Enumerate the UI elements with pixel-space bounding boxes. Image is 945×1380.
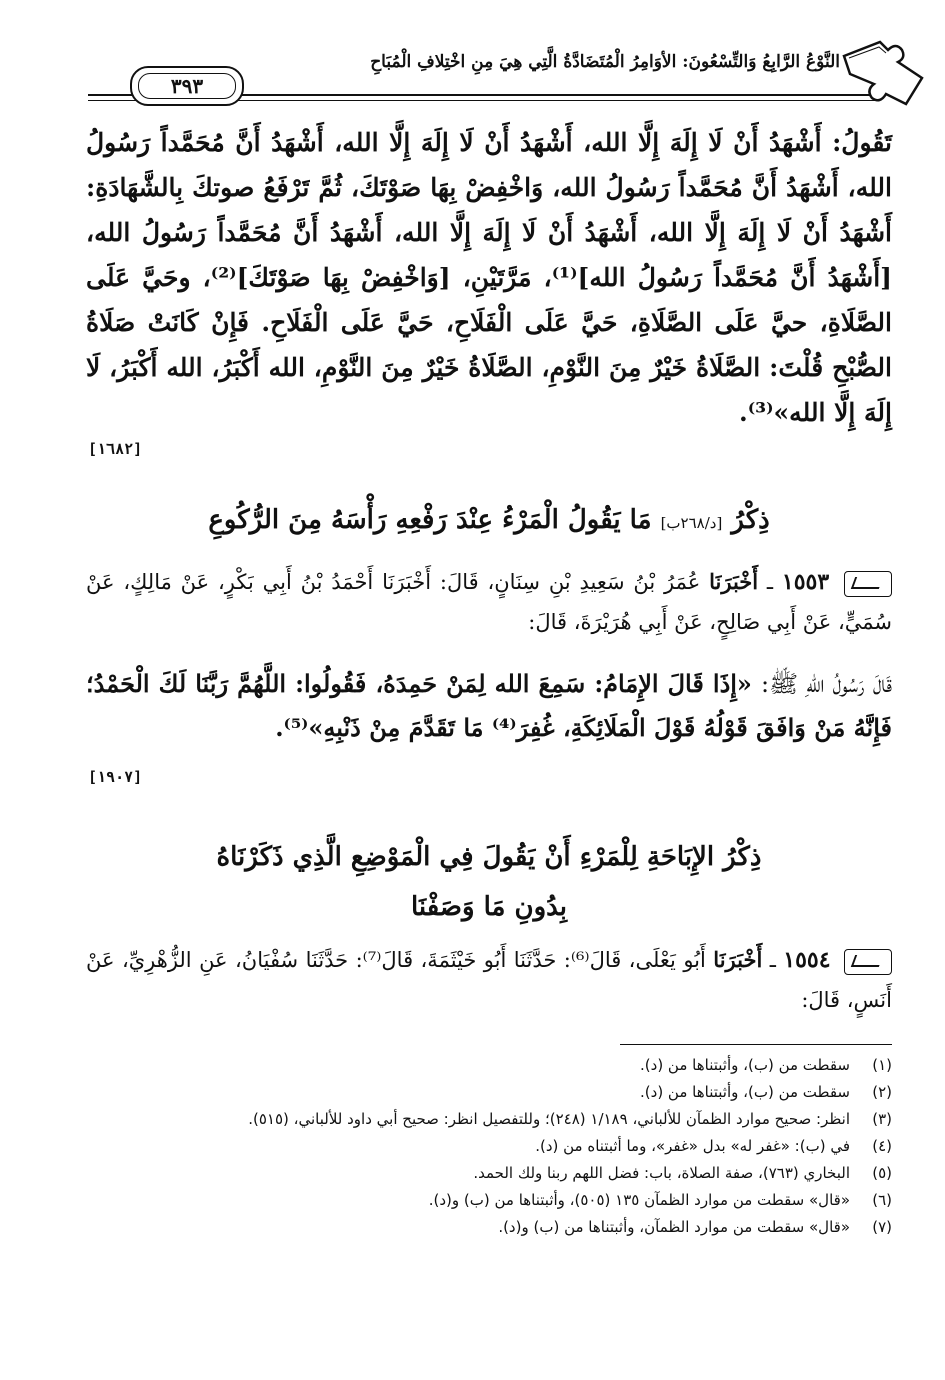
chapter-heading-line2: بِدُونِ مَا وَصَفْنَا xyxy=(410,892,568,922)
puzzle-ornament-icon xyxy=(840,38,926,108)
footnote-text: انظر: صحيح موارد الظمآن للألباني، ١/١٨٩ (٢٤٨)؛ وللتفصيل انظر: صحيح أبي داود للألباني، (٥١٥). xyxy=(248,1110,850,1128)
chapter-heading-title: مَا يَقُولُ الْمَرْءُ عِنْدَ رَفْعِهِ رَأْسَهُ مِنَ الرُّكُوعِ xyxy=(208,505,652,535)
footnote xyxy=(86,1079,892,1106)
akhbarana-label: أَخْبَرَنَا xyxy=(713,947,763,972)
hadith-marker-icon xyxy=(844,949,892,975)
footnote xyxy=(86,1160,892,1187)
hadith-reference: [١٩٠٧] xyxy=(88,768,143,786)
page-header xyxy=(88,38,920,108)
footnote xyxy=(86,1052,892,1079)
footnote-text: «قال» سقطت من موارد الظمآن، وأثبتناها من (ب) و(د). xyxy=(498,1218,850,1236)
isnad-text: أَبُو يَعْلَى، قَالَ⁽⁶⁾: حَدَّثَنَا أَبُو خَيْثَمَةَ، قَالَ⁽⁷⁾: حَدَّثَنَا سُفْيَانُ، عَنِ الزُّهْرِيِّ، عَنْ أَنَسٍ، قَالَ: xyxy=(86,948,892,1012)
hadith-isnad: ١٥٥٤ ـ أَخْبَرَنَا أَبُو يَعْلَى، قَالَ⁽⁶⁾: حَدَّثَنَا أَبُو خَيْثَمَةَ، قَالَ⁽⁷⁾: حَدَّثَنَا سُفْيَانُ، عَنِ الزُّهْرِيِّ، عَنْ أَنَسٍ، قَالَ: xyxy=(86,947,892,1012)
footnote-number: (٢) xyxy=(872,1083,892,1101)
footnote xyxy=(86,1187,892,1214)
hadith-number: ١٥٥٣ xyxy=(781,569,830,595)
footnote-number: (٣) xyxy=(872,1110,892,1128)
chapter-heading xyxy=(86,832,892,932)
footnote xyxy=(86,1106,892,1133)
hadith-1554 xyxy=(86,940,892,1020)
footnote-text: سقطت من (ب)، وأثبتناها من (د). xyxy=(640,1056,850,1074)
footnote-text: في (ب): «غفر له» بدل «غفر»، وما أثبتناه من (د). xyxy=(535,1137,850,1155)
page-number: ٣٩٣ xyxy=(138,73,236,99)
footnote-text: سقطت من (ب)، وأثبتناها من (د). xyxy=(640,1083,850,1101)
opening-paragraph: تَقُولُ: أَشْهَدُ أَنْ لَا إِلَهَ إِلَّا الله، أَشْهَدُ أَنْ لَا إِلَهَ إِلَّا الله، أَشْهَدُ أَنَّ مُحَمَّداً رَسُولُ الله، أَشْهَدُ أَنَّ مُحَمَّداً رَسُولُ الله، وَاخْفِضْ بِهَا صَوْتَكَ، ثُمَّ تَرْفَعُ صوتكَ بِالشَّهَادَةِ: أَشْهَدُ أَنْ لَا إِلَهَ إِلَّا الله، أَشْهَدُ أَنْ لَا إِلَهَ إِلَّا الله، أَشْهَدُ أَنَّ مُحَمَّداً رَسُولُ الله، [أَشْهَدُ أَنَّ مُحَمَّداً رَسُولُ الله]⁽¹⁾، مَرَّتَيْنِ، [وَاخْفِضْ بِهَا صَوْتَكَ]⁽²⁾، وحَيَّ عَلَى الصَّلَاةِ، حيَّ عَلَى الصَّلَاةِ، حَيَّ عَلَى الْفَلَاحِ، حَيَّ عَلَى الْفَلَاحِ. فَإِنْ كَانَتْ صَلَاةُ الصُّبْحِ قُلْتَ: الصَّلَاةُ خَيْرٌ مِنَ النَّوْمِ، الصَّلَاةُ خَيْرٌ مِنَ النَّوْمِ، الله أَكْبَرُ، الله أَكْبَرُ، لَا إِلَهَ إِلَّا الله»⁽³⁾. xyxy=(86,128,892,427)
footnote xyxy=(86,1214,892,1241)
matn-text: «إِذَا قَالَ الإِمَامُ: سَمِعَ الله لِمَنْ حَمِدَهُ، فَقُولُوا: اللَّهُمَّ رَبَّنَا لَكَ الْحَمْدُ؛ فَإِنَّهُ مَنْ وَافَقَ قَوْلُهُ قَوْلَ الْمَلَائِكَةِ، غُفِرَ⁽⁴⁾ مَا تَقَدَّمَ مِنْ ذَنْبِهِ»⁽⁵⁾. xyxy=(86,669,892,742)
chapter-heading xyxy=(86,505,892,535)
chapter-heading-prefix: ذِكْرُ xyxy=(731,505,770,535)
page-number-frame xyxy=(130,66,244,106)
footnote-number: (١) xyxy=(872,1056,892,1074)
manuscript-reference: [د/٢٦٨ب] xyxy=(660,514,723,532)
footnote xyxy=(86,1133,892,1160)
isnad-text: عُمَرُ بْنُ سَعِيدِ بْنِ سِنَانٍ، قَالَ: أَخْبَرَنَا أَحْمَدُ بْنُ أَبِي بَكْرٍ، عَنْ مَالِكٍ، عَنْ سُمَيٍّ، عَنْ أَبِي صَالِحٍ، عَنْ أَبِي هُرَيْرَةَ، قَالَ: xyxy=(86,570,892,634)
footnote-separator xyxy=(620,1044,892,1045)
qala-rasul: قَالَ رَسُولُ اللهِ ﷺ: xyxy=(760,670,892,698)
hadith-matn xyxy=(86,662,892,750)
running-title: النَّوْعُ الرَّابِعُ وَالتِّسْعُونَ: الأوَامِرُ الْمُتَضَادَّةُ الَّتِي هِيَ مِنِ اخْتِلافِ الْمُبَاحِ xyxy=(370,52,840,72)
hadith-reference: [١٦٨٢] xyxy=(88,440,143,458)
hadith-1553 xyxy=(86,562,892,750)
akhbarana-label: أَخْبَرَنَا xyxy=(709,569,759,594)
footnote-number: (٤) xyxy=(872,1137,892,1155)
hadith-isnad: ١٥٥٣ ـ أَخْبَرَنَا عُمَرُ بْنُ سَعِيدِ بْنِ سِنَانٍ، قَالَ: أَخْبَرَنَا أَحْمَدُ بْنُ أَبِي بَكْرٍ، عَنْ مَالِكٍ، عَنْ سُمَيٍّ، عَنْ أَبِي صَالِحٍ، عَنْ أَبِي هُرَيْرَةَ، قَالَ: xyxy=(86,569,892,634)
footnote-text: البخاري (٧٦٣)، صفة الصلاة، باب: فضل اللهم ربنا ولك الحمد. xyxy=(473,1164,850,1182)
footnote-number: (٥) xyxy=(872,1164,892,1182)
hadith-number: ١٥٥٤ xyxy=(783,947,831,973)
footnotes xyxy=(86,1052,892,1241)
footnote-text: «قال» سقطت من موارد الظمآن ١٣٥ (٥٠٥)، وأثبتناها من (ب) و(د). xyxy=(428,1191,850,1209)
footnote-number: (٧) xyxy=(872,1218,892,1236)
footnote-number: (٦) xyxy=(872,1191,892,1209)
chapter-heading-line1: ذِكْرُ الإِبَاحَةِ لِلْمَرْءِ أَنْ يَقُولَ فِي الْمَوْضِعِ الَّذِي ذَكَرْنَاهُ xyxy=(216,842,762,872)
hadith-marker-icon xyxy=(844,571,892,597)
